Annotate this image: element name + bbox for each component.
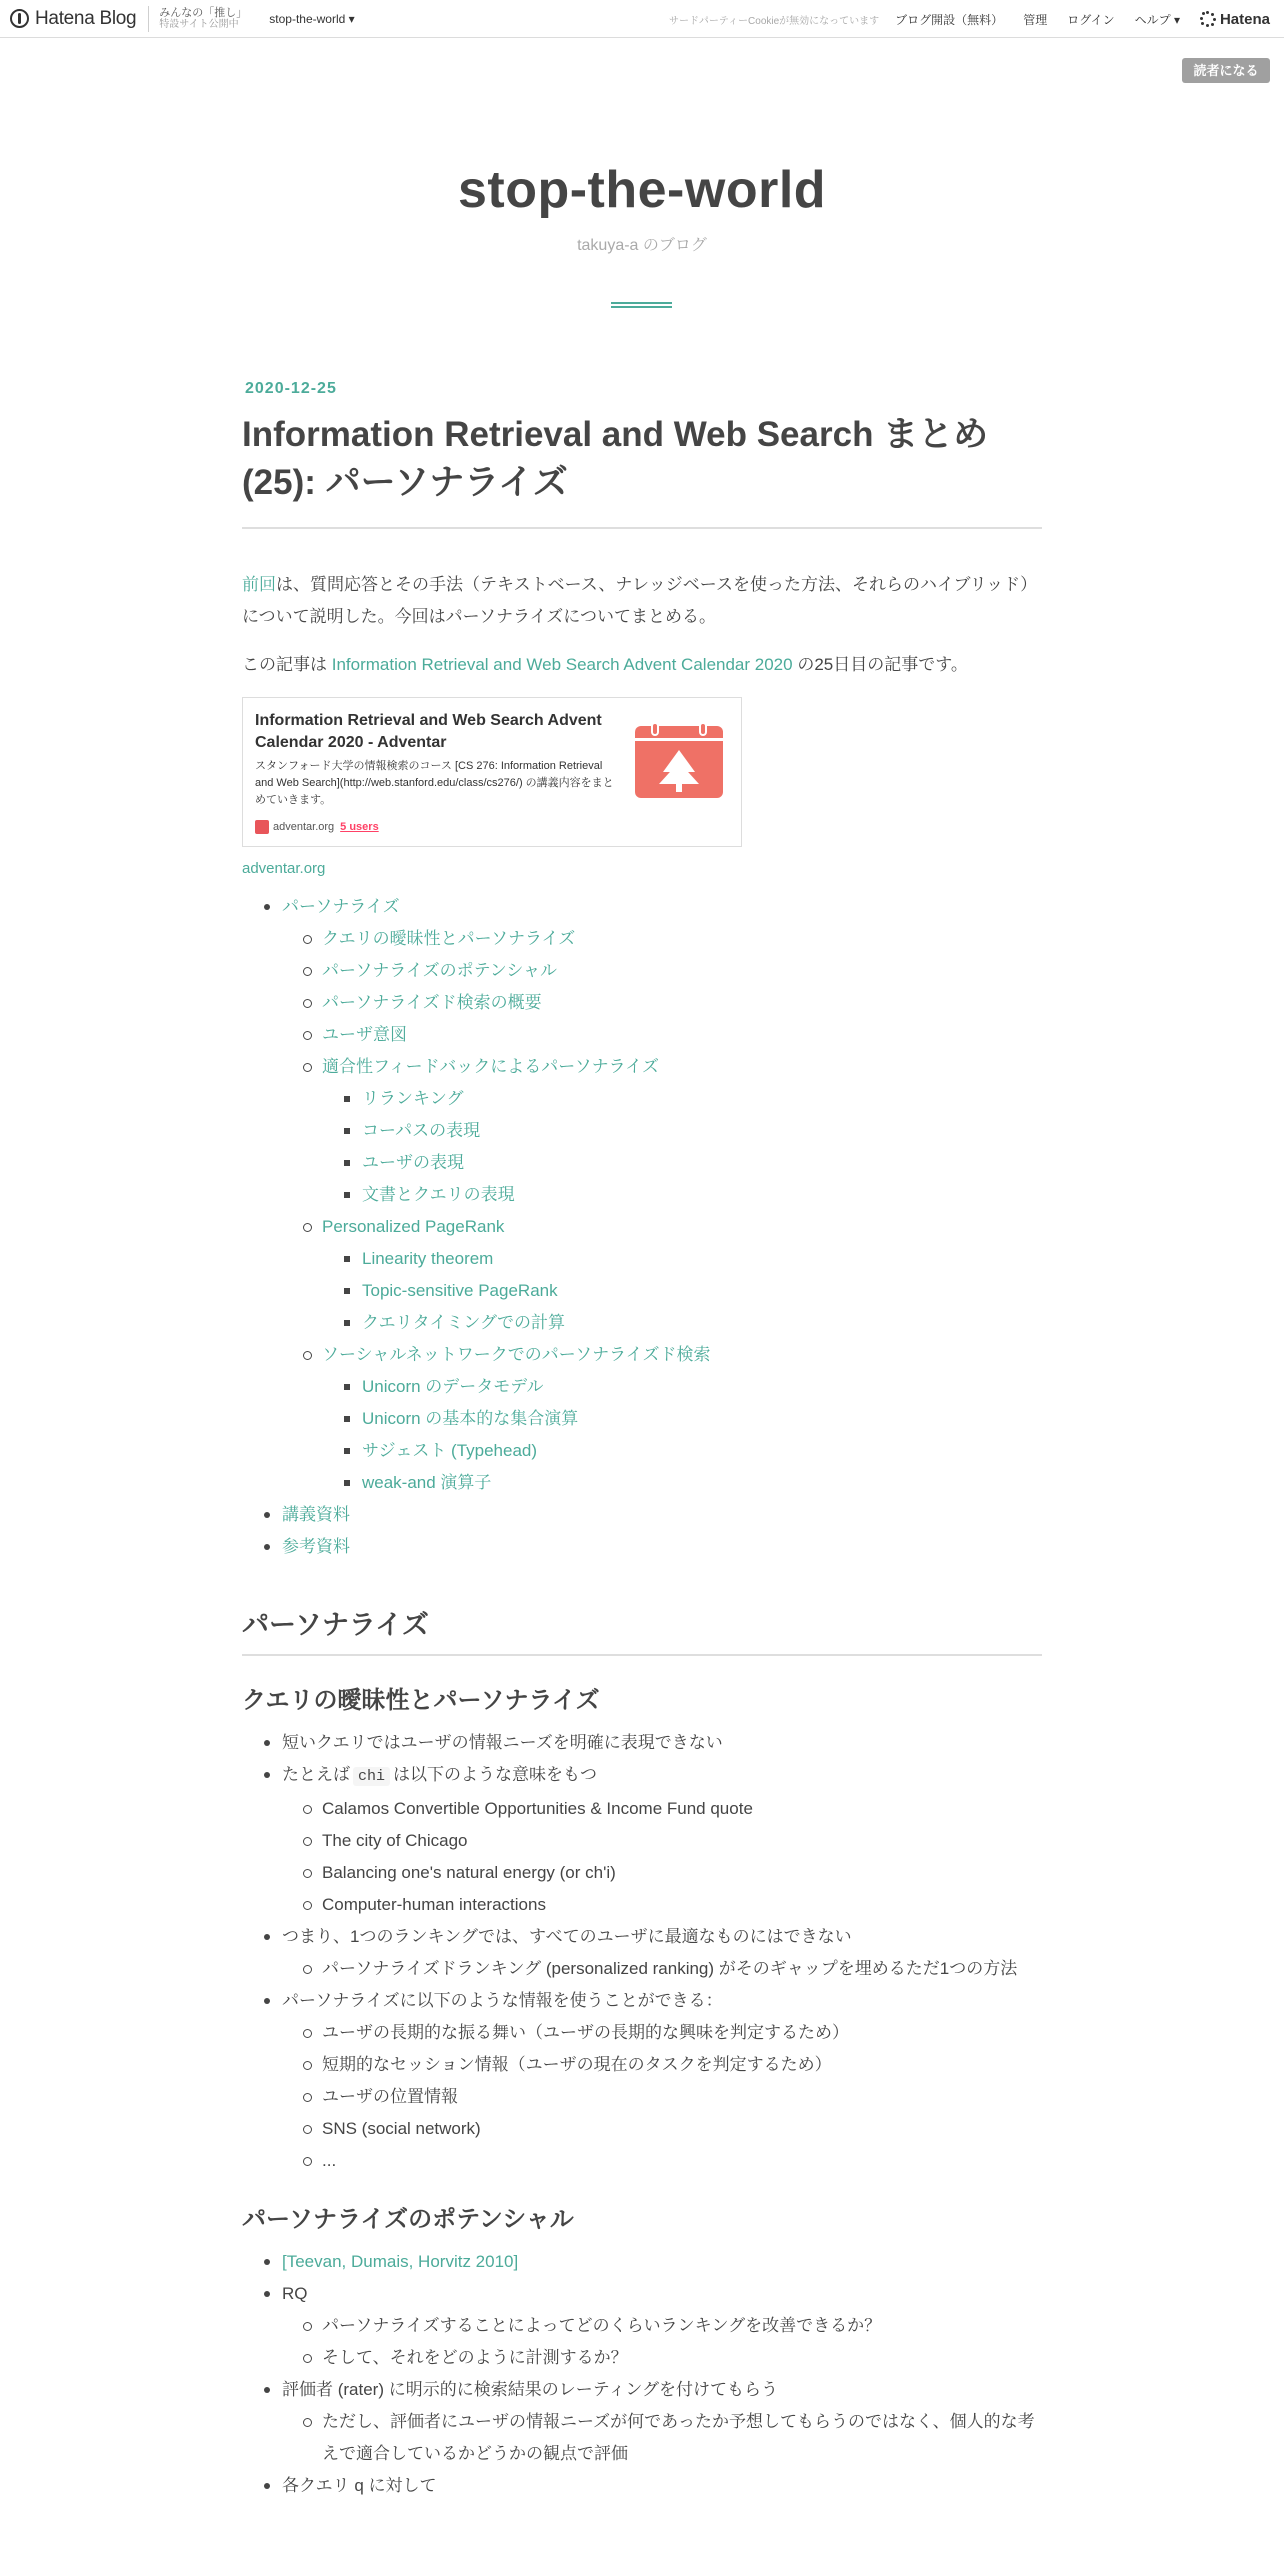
favicon-icon: [255, 820, 269, 834]
toc-link[interactable]: Personalized PageRank: [322, 1217, 505, 1236]
section-heading: パーソナライズ: [242, 1603, 1042, 1656]
nav-login[interactable]: ログイン: [1067, 12, 1115, 27]
toc-item: [242, 1147, 1042, 1179]
toc-link[interactable]: サジェスト (Typehead): [362, 1441, 538, 1460]
logo-text: Hatena Blog: [35, 7, 137, 29]
table-of-contents: [242, 891, 1042, 1563]
list-item: ユーザの長期的な振る舞い（ユーザの長期的な興味を判定するため）: [242, 2017, 1042, 2049]
calendar-suffix: の25日目の記事です。: [792, 655, 968, 674]
nav-open-blog[interactable]: ブログ開設（無料）: [895, 12, 1004, 27]
toc-item: [242, 1435, 1042, 1467]
toc-link[interactable]: パーソナライズ: [282, 897, 400, 916]
blog-title[interactable]: stop-the-world: [457, 161, 827, 219]
embed-title[interactable]: Information Retrieval and Web Search Advent Calendar 2020 - Adventar: [255, 712, 602, 751]
list-item: SNS (social network): [242, 2113, 1042, 2145]
global-header: [0, 0, 1284, 38]
list-item: 短いクエリではユーザの情報ニーズを明確に表現できない: [242, 1727, 1042, 1759]
toc-link[interactable]: Unicorn のデータモデル: [362, 1377, 544, 1396]
list-item: [242, 1759, 1042, 1793]
subscribe-button[interactable]: 読者になる: [1182, 58, 1270, 83]
list-item: ただし、評価者にユーザの情報ニーズが何であったか予想してもらうのではなく、個人的な考えで適合しているかどうかの観点で評価: [242, 2406, 1042, 2470]
subsection-heading: クエリの曖昧性とパーソナライズ: [242, 1687, 600, 1714]
hatena-blog-logo[interactable]: [10, 0, 136, 38]
bullet-list: [242, 1727, 1042, 2177]
hatena-blog-logo-icon: [10, 9, 29, 28]
previous-article-link[interactable]: 前回: [242, 575, 276, 594]
toc-item: [242, 1275, 1042, 1307]
toc-link[interactable]: ユーザ意図: [322, 1025, 407, 1044]
bookmark-users-badge[interactable]: 5 users: [340, 821, 379, 833]
hatena-brand-link[interactable]: [1200, 11, 1270, 28]
list-item: つまり、1つのランキングでは、すべてのユーザに最適なものにはできない: [242, 1921, 1042, 1953]
toc-link[interactable]: ソーシャルネットワークでのパーソナライズド検索: [322, 1345, 711, 1364]
list-item: パーソナライズドランキング (personalized ranking) がそのギャップを埋めるただ1つの方法: [242, 1953, 1042, 1985]
blog-menu-dropdown[interactable]: stop-the-world ▾: [269, 11, 355, 26]
list-item: Computer-human interactions: [242, 1889, 1042, 1921]
toc-link[interactable]: Unicorn の基本的な集合演算: [362, 1409, 579, 1428]
list-item: そして、それをどのように計測するか？: [242, 2342, 1042, 2374]
toc-item: [242, 1499, 1042, 1531]
toc-item: [242, 1115, 1042, 1147]
toc-link[interactable]: 講義資料: [282, 1505, 350, 1524]
header-divider: [148, 6, 149, 32]
toc-link[interactable]: 文書とクエリの表現: [362, 1185, 515, 1204]
list-item: パーソナライズに以下のような情報を使うことができる：: [242, 1985, 1042, 2017]
toc-link[interactable]: Topic-sensitive PageRank: [362, 1281, 558, 1300]
entry-date[interactable]: 2020-12-25: [245, 380, 337, 397]
toc-item: [242, 955, 1042, 987]
list-item: [242, 2246, 1042, 2278]
toc-item: [242, 1467, 1042, 1499]
toc-item: [242, 1339, 1042, 1371]
hatena-dots-icon: [1200, 11, 1216, 27]
toc-item: [242, 987, 1042, 1019]
list-item: Calamos Convertible Opportunities & Income Fund quote: [242, 1793, 1042, 1825]
toc-link[interactable]: リランキング: [362, 1089, 464, 1108]
promo-line-1: みんなの「推し」: [159, 6, 248, 19]
promo-banner[interactable]: [159, 7, 247, 31]
toc-item: [242, 891, 1042, 923]
toc-item: [242, 1403, 1042, 1435]
reference-link[interactable]: [Teevan, Dumais, Horvitz 2010]: [282, 2252, 519, 2271]
toc-link[interactable]: ユーザの表現: [362, 1153, 464, 1172]
intro-text: は、質問応答とその手法（テキストベース、ナレッジベースを使った方法、それらのハイブリッド）について説明した。今回はパーソナライズについてまとめる。: [242, 575, 1038, 626]
list-item: Balancing one's natural energy (or ch'i): [242, 1857, 1042, 1889]
list-item: RQ: [242, 2278, 1042, 2310]
list-text: たとえば: [282, 1765, 350, 1784]
toc-item: [242, 1307, 1042, 1339]
toc-item: [242, 1531, 1042, 1563]
toc-link[interactable]: クエリの曖昧性とパーソナライズ: [322, 929, 576, 948]
inline-code: chi: [353, 1767, 390, 1786]
calendar-prefix: この記事は: [242, 655, 332, 674]
embed-description: スタンフォード大学の情報検索のコース [CS 276: Information Retrieval and Web Search](http://web.stanford.edu/class/cs276/) の講義内容をまとめていきます。: [255, 760, 614, 806]
toc-link[interactable]: Linearity theorem: [362, 1249, 494, 1268]
entry-title[interactable]: Information Retrieval and Web Search まとめ(25): パーソナライズ: [242, 411, 1042, 529]
list-item: 各クエリ q に対して: [242, 2470, 1042, 2502]
toc-item: [242, 1243, 1042, 1275]
list-text: は以下のような意味をもつ: [393, 1765, 598, 1784]
list-item: ...: [242, 2145, 1042, 2177]
article: [242, 380, 1042, 2502]
toc-link[interactable]: 参考資料: [282, 1537, 350, 1556]
toc-link[interactable]: クエリタイミングでの計算: [362, 1313, 565, 1332]
toc-item: [242, 1211, 1042, 1243]
intro-paragraph: [242, 569, 1042, 633]
nav-admin[interactable]: 管理: [1023, 12, 1048, 27]
title-divider: [611, 302, 672, 308]
toc-item: [242, 1083, 1042, 1115]
list-item: The city of Chicago: [242, 1825, 1042, 1857]
toc-item: [242, 1179, 1042, 1211]
calendar-tree-icon: [635, 722, 723, 798]
advent-calendar-link[interactable]: Information Retrieval and Web Search Advent Calendar 2020: [331, 655, 793, 674]
embed-source-anchor[interactable]: adventar.org: [242, 860, 326, 877]
list-item: 短期的なセッション情報（ユーザの現在のタスクを判定するため）: [242, 2049, 1042, 2081]
toc-link[interactable]: パーソナライズド検索の概要: [322, 993, 542, 1012]
toc-item: [242, 923, 1042, 955]
toc-link[interactable]: コーパスの表現: [362, 1121, 481, 1140]
promo-line-2: 特設サイト公開中: [159, 18, 239, 30]
embed-source-link[interactable]: [242, 860, 1042, 877]
toc-link[interactable]: weak-and 演算子: [362, 1473, 492, 1492]
list-item: ユーザの位置情報: [242, 2081, 1042, 2113]
calendar-paragraph: [242, 649, 1042, 681]
toc-item: [242, 1371, 1042, 1403]
header-right-nav: [669, 0, 1284, 38]
nav-help-dropdown[interactable]: ヘルプ ▾: [1134, 12, 1180, 27]
embed-domain: adventar.org: [273, 821, 335, 833]
blog-description: takuya-a のブログ: [577, 237, 707, 254]
toc-item: [242, 1019, 1042, 1051]
embed-card[interactable]: [242, 697, 742, 847]
subsection-heading: パーソナライズのポテンシャル: [242, 2206, 574, 2233]
toc-link[interactable]: 適合性フィードバックによるパーソナライズ: [322, 1057, 659, 1076]
hatena-brand-text: Hatena: [1219, 10, 1270, 28]
toc-item: [242, 1051, 1042, 1083]
list-item: 評価者 (rater) に明示的に検索結果のレーティングを付けてもらう: [242, 2374, 1042, 2406]
embed-meta: [255, 820, 379, 834]
bullet-list: [242, 2246, 1042, 2502]
cookie-notice: サードパーティーCookieが無効になっています: [669, 15, 880, 27]
list-item: パーソナライズすることによってどのくらいランキングを改善できるか？: [242, 2310, 1042, 2342]
toc-link[interactable]: パーソナライズのポテンシャル: [322, 961, 558, 980]
